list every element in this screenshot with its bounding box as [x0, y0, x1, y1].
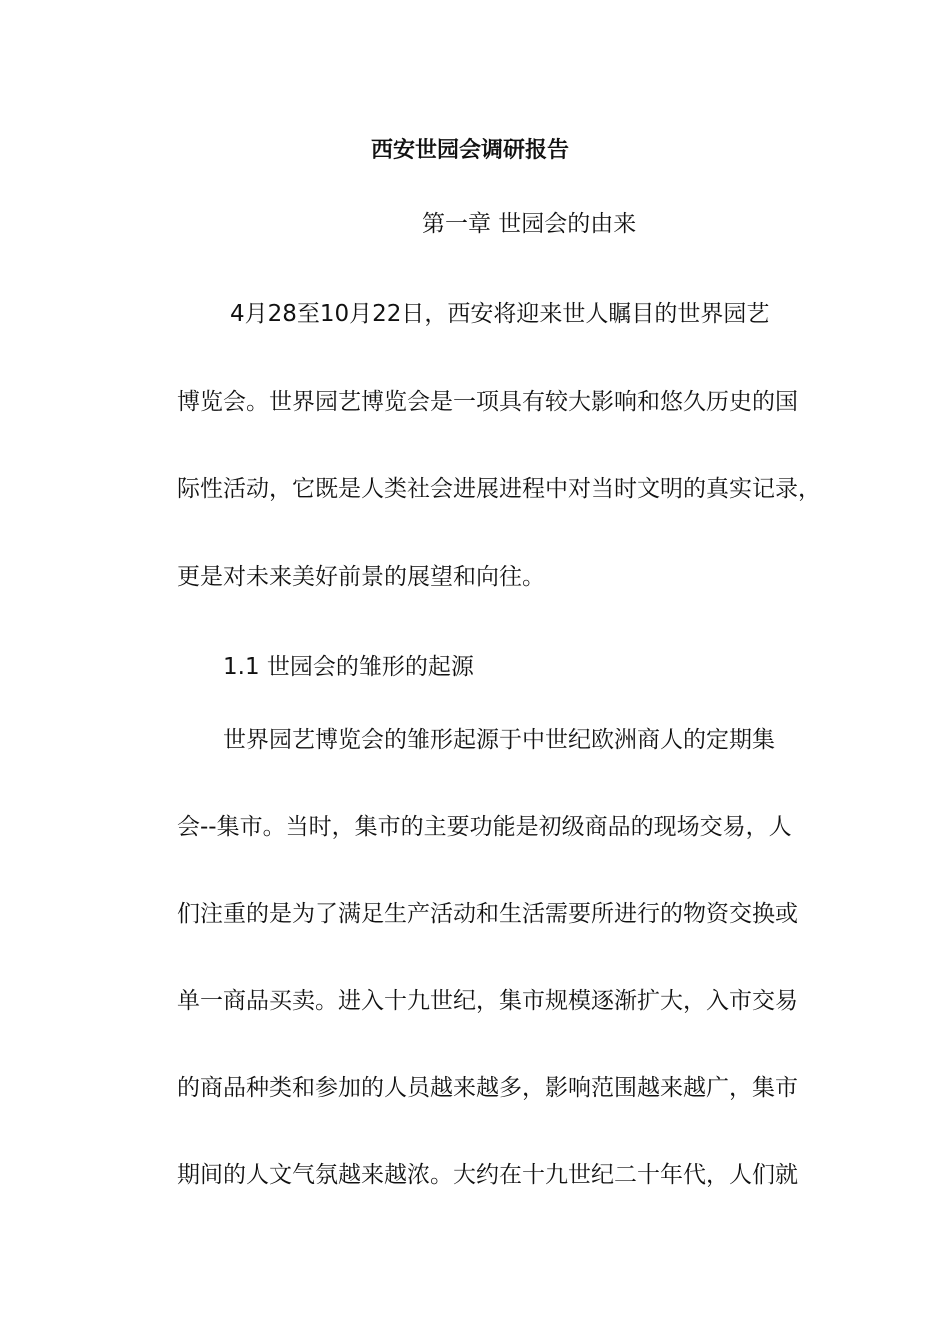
document-title: 西安世园会调研报告 — [371, 138, 570, 163]
paragraph-2-line-3: 们注重的是为了满足生产活动和生活需要所进行的物资交换或 — [177, 901, 798, 927]
chapter-heading: 第一章 世园会的由来 — [422, 211, 637, 237]
paragraph-2-line-1: 世界园艺博览会的雏形起源于中世纪欧洲商人的定期集 — [223, 727, 775, 753]
paragraph-2-line-2: 会--集市。当时，集市的主要功能是初级商品的现场交易，人 — [177, 814, 792, 840]
paragraph-1-line-3: 际性活动，它既是人类社会进展进程中对当时文明的真实记录， — [177, 476, 821, 502]
paragraph-1-line-1: 4月28至10月22日，西安将迎来世人瞩目的世界园艺 — [230, 301, 770, 327]
paragraph-2-line-5: 的商品种类和参加的人员越来越多，影响范围越来越广，集市 — [177, 1075, 798, 1101]
paragraph-2-line-6: 期间的人文气氛越来越浓。大约在十九世纪二十年代，人们就 — [177, 1162, 798, 1188]
paragraph-1-line-2: 博览会。世界园艺博览会是一项具有较大影响和悠久历史的国 — [177, 389, 798, 415]
paragraph-2-line-4: 单一商品买卖。进入十九世纪，集市规模逐渐扩大，入市交易 — [177, 988, 798, 1014]
paragraph-1-line-4: 更是对未来美好前景的展望和向往。 — [177, 564, 545, 590]
section-heading: 1.1 世园会的雏形的起源 — [223, 654, 474, 680]
